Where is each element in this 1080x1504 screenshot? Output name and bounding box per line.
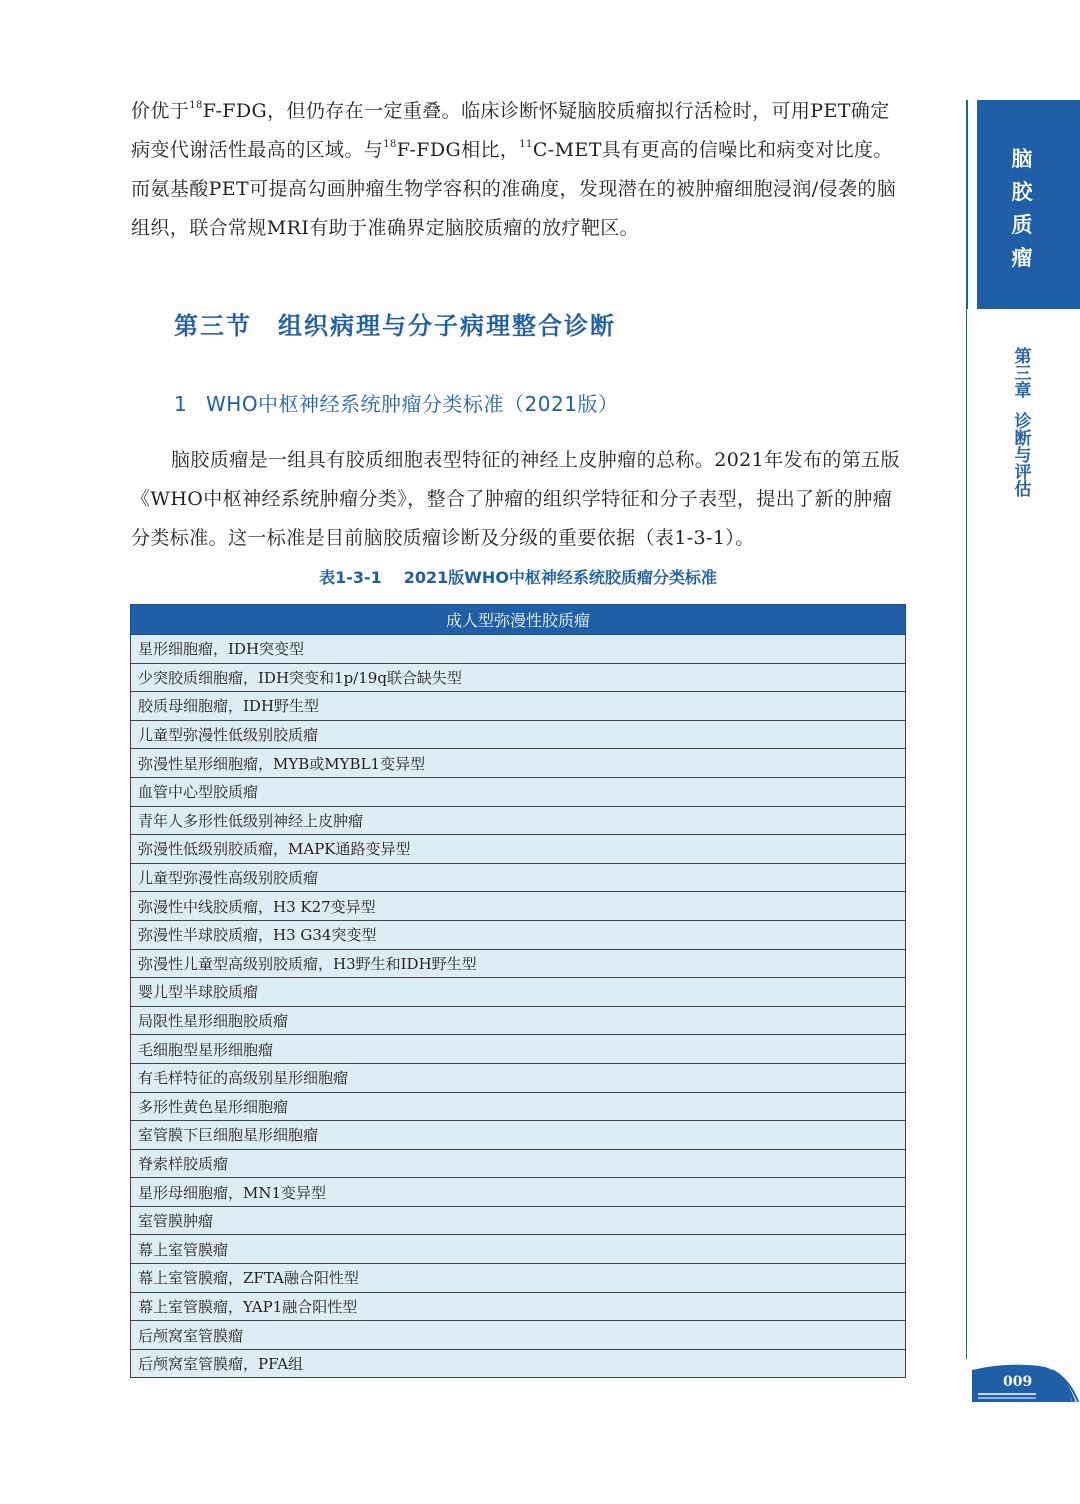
paragraph-text: C-MET具有更高的信噪比和病变对比度。而氨基酸PET可提高勾画肿瘤生物学容积的准确度，发现潜在的被肿瘤细胞浸润/侵袭的脑组织，联合常规MRI有助于准确界定脑胶质瘤的放疗靶区。 <box>131 139 897 239</box>
table-cell: 幕上室管膜瘤，YAP1融合阳性型 <box>131 1292 906 1321</box>
subsection-number: 1 <box>174 392 188 416</box>
isotope-superscript: 18 <box>383 139 397 150</box>
table-row <box>131 1321 906 1350</box>
table-row <box>131 1264 906 1293</box>
table-row <box>131 863 906 892</box>
table-row <box>131 949 906 978</box>
side-tab-title: 脑胶质瘤 <box>1011 147 1033 270</box>
page-number: 009 <box>1003 1374 1033 1390</box>
section-heading <box>174 306 616 341</box>
table-body <box>131 635 906 1378</box>
table-cell: 星形细胞瘤，IDH突变型 <box>131 635 906 664</box>
table-cell: 弥漫性儿童型高级别胶质瘤，H3野生和IDH野生型 <box>131 949 906 978</box>
table-header: 成人型弥漫性胶质瘤 <box>131 605 906 635</box>
table-cell: 青年人多形性低级别神经上皮肿瘤 <box>131 806 906 835</box>
table-row <box>131 663 906 692</box>
table-cell: 后颅窝室管膜瘤 <box>131 1321 906 1350</box>
isotope-superscript: 18 <box>189 100 203 111</box>
table-row <box>131 892 906 921</box>
body-paragraph <box>131 441 906 558</box>
table-cell: 有毛样特征的高级别星形细胞瘤 <box>131 1063 906 1092</box>
table-row <box>131 1063 906 1092</box>
paragraph-text: F-FDG相比， <box>396 139 520 161</box>
subsection-title: WHO中枢神经系统肿瘤分类标准（2021版） <box>206 392 619 416</box>
table-row <box>131 720 906 749</box>
table-cell: 儿童型弥漫性高级别胶质瘤 <box>131 863 906 892</box>
table-cell: 弥漫性低级别胶质瘤，MAPK通路变异型 <box>131 835 906 864</box>
paragraph-text: 价优于 <box>131 100 190 122</box>
isotope-superscript: 11 <box>519 139 533 150</box>
chapter-number: 第三章 <box>1014 347 1032 401</box>
table-cell: 局限性星形细胞胶质瘤 <box>131 1006 906 1035</box>
table-row <box>131 692 906 721</box>
table-cell: 弥漫性中线胶质瘤，H3 K27变异型 <box>131 892 906 921</box>
table-cell: 幕上室管膜瘤 <box>131 1235 906 1264</box>
table-row <box>131 1178 906 1207</box>
table-row <box>131 1235 906 1264</box>
table-row <box>131 1006 906 1035</box>
table-cell: 幕上室管膜瘤，ZFTA融合阳性型 <box>131 1264 906 1293</box>
table-title: 2021版WHO中枢神经系统胶质瘤分类标准 <box>403 568 717 587</box>
paragraph-text: 脑胶质瘤是一组具有胶质细胞表型特征的神经上皮肿瘤的总称。2021年发布的第五版《WHO中枢神经系统肿瘤分类》，整合了肿瘤的组织学特征和分子表型，提出了新的肿瘤分类标准。这一标准是目前脑胶质瘤诊断及分级的重要依据（表1-3-1）。 <box>131 449 900 549</box>
table-cell: 室管膜肿瘤 <box>131 1206 906 1235</box>
table-row <box>131 835 906 864</box>
side-divider-rule <box>966 100 968 309</box>
table-cell: 婴儿型半球胶质瘤 <box>131 978 906 1007</box>
table-cell: 儿童型弥漫性低级别胶质瘤 <box>131 720 906 749</box>
section-label: 第三节 <box>174 311 252 340</box>
table-row <box>131 1149 906 1178</box>
chapter-title <box>1012 349 1034 499</box>
table-row <box>131 1035 906 1064</box>
intro-paragraph <box>131 92 906 248</box>
table-row <box>131 635 906 664</box>
table-cell: 脊索样胶质瘤 <box>131 1149 906 1178</box>
table-cell: 胶质母细胞瘤，IDH野生型 <box>131 692 906 721</box>
table-cell: 弥漫性半球胶质瘤，H3 G34突变型 <box>131 920 906 949</box>
table-cell: 毛细胞型星形细胞瘤 <box>131 1035 906 1064</box>
table-cell: 室管膜下巨细胞星形细胞瘤 <box>131 1121 906 1150</box>
table-row <box>131 978 906 1007</box>
classification-table <box>130 604 906 1378</box>
table-row <box>131 1349 906 1378</box>
side-divider-rule <box>966 309 967 1359</box>
table-row <box>131 1121 906 1150</box>
table-row <box>131 1292 906 1321</box>
table-row <box>131 806 906 835</box>
table-row <box>131 1206 906 1235</box>
table-row <box>131 920 906 949</box>
table-cell: 弥漫性星形细胞瘤，MYB或MYBL1变异型 <box>131 749 906 778</box>
section-title: 组织病理与分子病理整合诊断 <box>278 311 616 340</box>
table-caption <box>0 565 1036 588</box>
table-number: 表1-3-1 <box>319 568 382 587</box>
table-row <box>131 777 906 806</box>
table-cell: 血管中心型胶质瘤 <box>131 777 906 806</box>
table-cell: 少突胶质细胞瘤，IDH突变和1p/19q联合缺失型 <box>131 663 906 692</box>
chapter-name: 诊断与评估 <box>1014 412 1032 500</box>
table-header-row <box>131 605 906 635</box>
table-cell: 后颅窝室管膜瘤，PFA组 <box>131 1349 906 1378</box>
table-row <box>131 1092 906 1121</box>
subsection-heading <box>174 388 618 417</box>
table-cell: 星形母细胞瘤，MN1变异型 <box>131 1178 906 1207</box>
table-cell: 多形性黄色星形细胞瘤 <box>131 1092 906 1121</box>
paragraph-text: F-FDG，但仍存在一定重叠。临床诊断怀疑脑胶质瘤拟行活检时，可用PET确定病变代谢活性最高的区域。与 <box>131 100 890 161</box>
table-row <box>131 749 906 778</box>
